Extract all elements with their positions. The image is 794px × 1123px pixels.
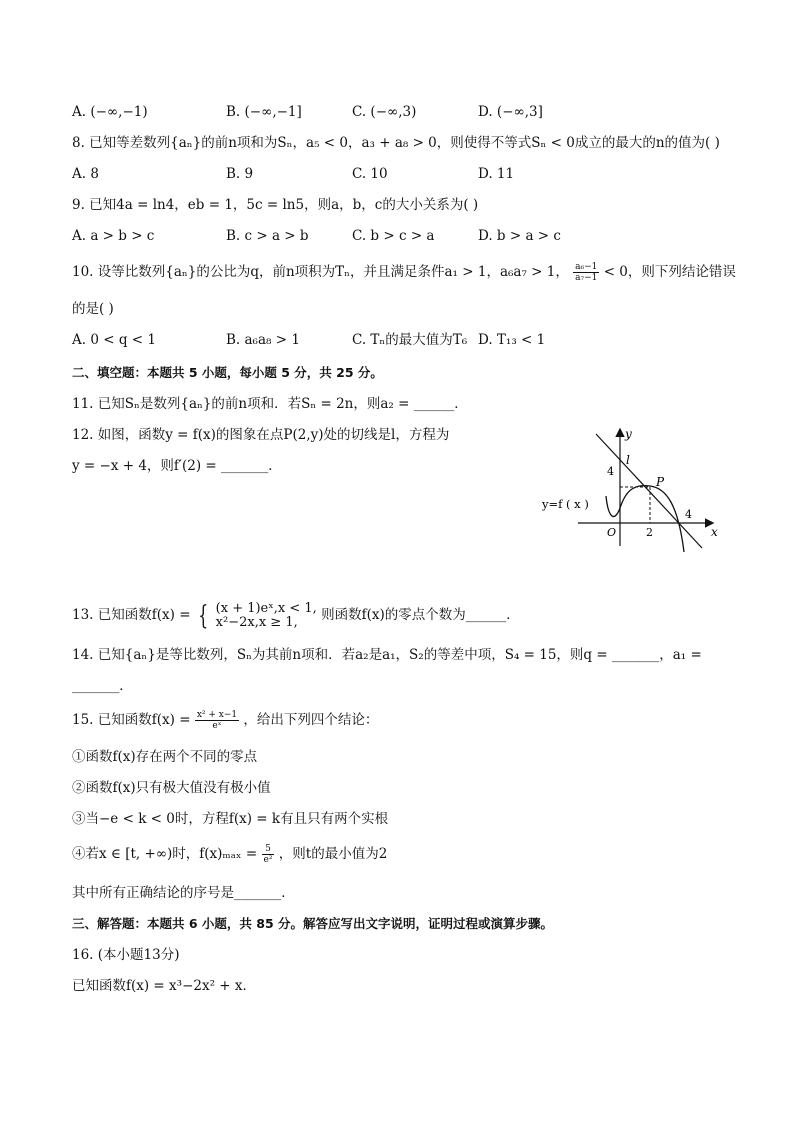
q15-conclusion-1: ①函数f(x)存在两个不同的零点 <box>72 749 258 765</box>
label-l: l <box>626 453 630 467</box>
q14-stem-line-2: _______． <box>72 678 133 694</box>
q15-prefix: 15. 已知函数f(x) = <box>72 712 191 728</box>
q10-option-c: C. Tₙ的最大值为T₆ <box>352 332 468 348</box>
label-y-intercept-4: 4 <box>607 465 614 478</box>
q12-function-graph <box>530 424 730 554</box>
q15-conclusion-3: ③当−e < k < 0时，方程f(x) = k有且只有两个实根 <box>72 811 389 827</box>
q13-piece-2: x²−2x,x ≥ 1, <box>215 614 298 630</box>
q10-option-a: A. 0 < q < 1 <box>72 332 156 348</box>
q10-option-b: B. a₆a₈ > 1 <box>226 332 300 348</box>
q7-option-d: D. (−∞,3] <box>478 104 543 120</box>
q11-stem: 11. 已知Sₙ是数列{aₙ}的前n项和．若Sₙ = 2n，则a₂ = ______． <box>72 396 468 412</box>
q15-fraction-denominator: eˣ <box>212 721 222 731</box>
q15-conclusion-4 <box>72 844 387 865</box>
q15-c4-denominator: e² <box>263 855 273 865</box>
q15-c4-numerator: 5 <box>262 844 275 855</box>
q15-suffix: ，给出下列四个结论： <box>243 712 379 728</box>
section-3-heading: 三、解答题：本题共 6 小题，共 85 分。解答应写出文字说明，证明过程或演算步骤。 <box>72 916 554 931</box>
q10-fraction-denominator: a₇−1 <box>575 273 598 283</box>
q16-body: 已知函数f(x) = x³−2x² + x． <box>72 978 256 994</box>
q15-c4-part-b: ，则t的最小值为2 <box>278 846 388 862</box>
q9-option-b: B. c > a > b <box>226 228 309 244</box>
q9-option-a: A. a > b > c <box>72 228 155 244</box>
q15-question: 其中所有正确结论的序号是_______． <box>72 885 295 901</box>
label-x: x <box>711 525 718 539</box>
q10-stem-part-b: < 0，则下列结论错误 <box>603 264 736 280</box>
q10-fraction-numerator: a₆−1 <box>575 262 598 272</box>
label-origin: O <box>607 526 617 539</box>
q7-option-a: A. (−∞,−1) <box>72 104 148 120</box>
q9-option-c: C. b > c > a <box>352 228 435 244</box>
label-y: y <box>625 427 632 441</box>
q10-stem-continued: 的是( ) <box>72 301 114 317</box>
q10-stem <box>72 262 736 283</box>
q9-stem: 9. 已知4a = ln4，eb = 1，5c = ln5，则a，b，c的大小关系为( ) <box>72 197 479 213</box>
q15-conclusion-2: ②函数f(x)只有极大值没有极小值 <box>72 780 271 796</box>
q10-stem-part-a: 10. 设等比数列{aₙ}的公比为q，前n项积为Tₙ，并且满足条件a₁ > 1，a₆a₇ > 1， <box>72 264 569 280</box>
label-curve-f: y=f ( x ) <box>542 497 589 511</box>
q8-option-d: D. 11 <box>478 166 515 182</box>
label-point-p: P <box>656 475 665 489</box>
q15-fraction <box>195 710 239 731</box>
q8-stem: 8. 已知等差数列{aₙ}的前n项和为Sₙ，a₅ < 0，a₃ + a₈ > 0，则使得不等式Sₙ < 0成立的最大的n的值为( ) <box>72 135 720 151</box>
q12-stem-line-2: y = −x + 4，则f′(2) = _______． <box>72 458 282 474</box>
q15-fraction-numerator: x² + x−1 <box>196 710 238 720</box>
q15-stem <box>72 710 378 731</box>
label-x-2: 2 <box>646 526 653 539</box>
q15-c4-part-a: ④若x ∈ [t, +∞)时，f(x)ₘₐₓ = <box>72 846 258 862</box>
q13-stem <box>72 600 520 630</box>
q7-option-c: C. (−∞,3) <box>352 104 417 120</box>
q10-fraction <box>573 262 599 283</box>
q13-piecewise <box>216 602 317 630</box>
q7-option-b: B. (−∞,−1] <box>226 104 302 120</box>
q13-piece-1: (x + 1)eˣ,x < 1, <box>215 600 317 616</box>
piecewise-brace: { <box>198 600 209 631</box>
q9-option-d: D. b > a > c <box>478 228 561 244</box>
q12-stem-line-1: 12. 如图，函数y = f(x)的图象在点P(2,y)处的切线是l，方程为 <box>72 427 450 443</box>
q16-heading: 16. (本小题13分) <box>72 947 180 963</box>
curve-f <box>606 486 684 552</box>
q8-option-a: A. 8 <box>72 166 99 182</box>
q15-c4-fraction <box>262 844 275 865</box>
section-2-heading: 二、填空题：本题共 5 小题，每小题 5 分，共 25 分。 <box>72 365 383 380</box>
q8-option-b: B. 9 <box>226 166 254 182</box>
q10-option-d: D. T₁₃ < 1 <box>478 332 546 348</box>
q13-suffix: 则函数f(x)的零点个数为______． <box>321 607 520 623</box>
label-x-intercept-4: 4 <box>685 508 692 521</box>
q14-stem-line-1: 14. 已知{aₙ}是等比数列，Sₙ为其前n项和．若a₂是a₁，S₂的等差中项，S₄ = 15，则q = _______，a₁ = <box>72 647 702 663</box>
q13-prefix: 13. 已知函数f(x) = <box>72 607 191 623</box>
q8-option-c: C. 10 <box>352 166 388 182</box>
